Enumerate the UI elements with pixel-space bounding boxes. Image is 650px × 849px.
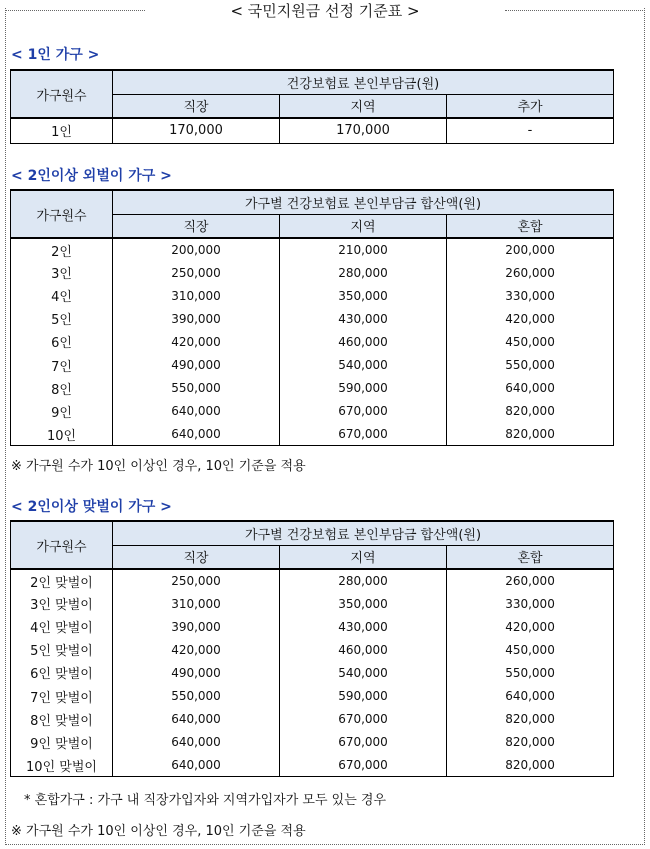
value-cell: 420,000 xyxy=(113,330,280,353)
value-cell: 250,000 xyxy=(113,261,280,284)
value-cell: 430,000 xyxy=(280,615,447,638)
table-single-household xyxy=(10,69,614,144)
value-cell: 550,000 xyxy=(447,353,614,376)
table-row xyxy=(11,731,614,754)
value-cell: 590,000 xyxy=(280,377,447,400)
table-row xyxy=(11,238,614,261)
value-cell: 490,000 xyxy=(113,661,280,684)
table-row xyxy=(11,400,614,423)
column-header-workplace: 직장 xyxy=(113,214,280,238)
table-dual-earner-household xyxy=(10,520,614,777)
value-cell: 550,000 xyxy=(113,377,280,400)
value-cell: 280,000 xyxy=(280,261,447,284)
row-label: 9인 xyxy=(11,400,113,423)
table-row xyxy=(11,592,614,615)
value-cell: 820,000 xyxy=(447,708,614,731)
row-label: 10인 맞벌이 xyxy=(11,754,113,777)
table-row xyxy=(11,118,614,143)
value-cell: 280,000 xyxy=(280,569,447,592)
value-cell: 490,000 xyxy=(113,353,280,376)
table-single-earner-household xyxy=(10,189,614,446)
row-header-cell: 가구원수 xyxy=(11,190,113,238)
value-cell: 450,000 xyxy=(447,330,614,353)
section-heading-single: < 1인 가구 > xyxy=(11,47,100,63)
group-header-cell: 가구별 건강보험료 본인부담금 합산액(원) xyxy=(113,521,614,545)
value-cell: 420,000 xyxy=(447,307,614,330)
row-label: 4인 xyxy=(11,284,113,307)
table-row xyxy=(11,615,614,638)
column-header-mixed: 혼합 xyxy=(447,545,614,569)
table-row xyxy=(11,284,614,307)
value-cell: 330,000 xyxy=(447,592,614,615)
value-cell: 640,000 xyxy=(113,400,280,423)
column-header-region: 지역 xyxy=(280,94,447,118)
value-cell: 550,000 xyxy=(447,661,614,684)
value-cell: 640,000 xyxy=(113,708,280,731)
column-header-region: 지역 xyxy=(280,214,447,238)
row-label: 6인 맞벌이 xyxy=(11,661,113,684)
table-row xyxy=(11,353,614,376)
value-cell: 170,000 xyxy=(280,118,447,143)
value-cell: 350,000 xyxy=(280,284,447,307)
row-label: 8인 xyxy=(11,377,113,400)
value-cell: 310,000 xyxy=(113,592,280,615)
page-title: < 국민지원금 선정 기준표 > xyxy=(150,0,500,22)
value-cell: 640,000 xyxy=(447,684,614,707)
value-cell: 540,000 xyxy=(280,661,447,684)
value-cell: 310,000 xyxy=(113,284,280,307)
value-cell: 640,000 xyxy=(113,754,280,777)
row-label: 3인 맞벌이 xyxy=(11,592,113,615)
value-cell: 260,000 xyxy=(447,569,614,592)
value-cell: 170,000 xyxy=(113,118,280,143)
value-cell: 670,000 xyxy=(280,400,447,423)
column-header-workplace: 직장 xyxy=(113,94,280,118)
row-label: 10인 xyxy=(11,423,113,446)
column-header-extra: 추가 xyxy=(447,94,614,118)
section-heading-single-earner: < 2인이상 외벌이 가구 > xyxy=(11,168,172,184)
column-header-region: 지역 xyxy=(280,545,447,569)
row-label: 2인 xyxy=(11,238,113,261)
row-label: 2인 맞벌이 xyxy=(11,569,113,592)
table-row xyxy=(11,569,614,592)
table-row xyxy=(11,708,614,731)
value-cell: 200,000 xyxy=(447,238,614,261)
value-cell: 460,000 xyxy=(280,330,447,353)
table-row xyxy=(11,261,614,284)
table-row xyxy=(11,330,614,353)
row-label: 9인 맞벌이 xyxy=(11,731,113,754)
value-cell: 540,000 xyxy=(280,353,447,376)
column-header-mixed: 혼합 xyxy=(447,214,614,238)
table-row xyxy=(11,638,614,661)
table-row xyxy=(11,377,614,400)
value-cell: 450,000 xyxy=(447,638,614,661)
group-header-cell: 가구별 건강보험료 본인부담금 합산액(원) xyxy=(113,190,614,214)
column-header-workplace: 직장 xyxy=(113,545,280,569)
table-row xyxy=(11,684,614,707)
row-label: 3인 xyxy=(11,261,113,284)
table-row xyxy=(11,423,614,446)
value-cell: 820,000 xyxy=(447,731,614,754)
section-heading-dual-earner: < 2인이상 맞벌이 가구 > xyxy=(11,499,172,515)
value-cell: 670,000 xyxy=(280,423,447,446)
value-cell: 250,000 xyxy=(113,569,280,592)
value-cell: 460,000 xyxy=(280,638,447,661)
value-cell: 640,000 xyxy=(113,423,280,446)
value-cell: 390,000 xyxy=(113,307,280,330)
value-cell: 820,000 xyxy=(447,423,614,446)
note-ten-plus: ※ 가구원 수가 10인 이상인 경우, 10인 기준을 적용 xyxy=(11,459,306,474)
row-label: 4인 맞벌이 xyxy=(11,615,113,638)
row-label: 1인 xyxy=(11,118,113,143)
row-label: 7인 xyxy=(11,353,113,376)
row-label: 8인 맞벌이 xyxy=(11,708,113,731)
note-mixed-household: * 혼합가구 : 가구 내 직장가입자와 지역가입자가 모두 있는 경우 xyxy=(24,793,387,808)
table-row xyxy=(11,307,614,330)
table-row xyxy=(11,661,614,684)
title-rule-right xyxy=(505,10,645,11)
value-cell: 200,000 xyxy=(113,238,280,261)
value-cell: 640,000 xyxy=(113,731,280,754)
value-cell: 640,000 xyxy=(447,377,614,400)
value-cell: 550,000 xyxy=(113,684,280,707)
title-rule-left xyxy=(5,10,145,11)
value-cell: 670,000 xyxy=(280,708,447,731)
value-cell: 820,000 xyxy=(447,400,614,423)
value-cell: 590,000 xyxy=(280,684,447,707)
value-cell: 390,000 xyxy=(113,615,280,638)
row-header-cell: 가구원수 xyxy=(11,521,113,569)
value-cell: - xyxy=(447,118,614,143)
row-label: 7인 맞벌이 xyxy=(11,684,113,707)
value-cell: 260,000 xyxy=(447,261,614,284)
value-cell: 820,000 xyxy=(447,754,614,777)
value-cell: 430,000 xyxy=(280,307,447,330)
row-header-cell: 가구원수 xyxy=(11,70,113,118)
group-header-cell: 건강보험료 본인부담금(원) xyxy=(113,70,614,94)
row-label: 6인 xyxy=(11,330,113,353)
table-row xyxy=(11,754,614,777)
value-cell: 330,000 xyxy=(447,284,614,307)
value-cell: 210,000 xyxy=(280,238,447,261)
value-cell: 350,000 xyxy=(280,592,447,615)
value-cell: 420,000 xyxy=(113,638,280,661)
value-cell: 670,000 xyxy=(280,754,447,777)
row-label: 5인 xyxy=(11,307,113,330)
note-ten-plus: ※ 가구원 수가 10인 이상인 경우, 10인 기준을 적용 xyxy=(11,824,306,839)
value-cell: 670,000 xyxy=(280,731,447,754)
value-cell: 420,000 xyxy=(447,615,614,638)
row-label: 5인 맞벌이 xyxy=(11,638,113,661)
